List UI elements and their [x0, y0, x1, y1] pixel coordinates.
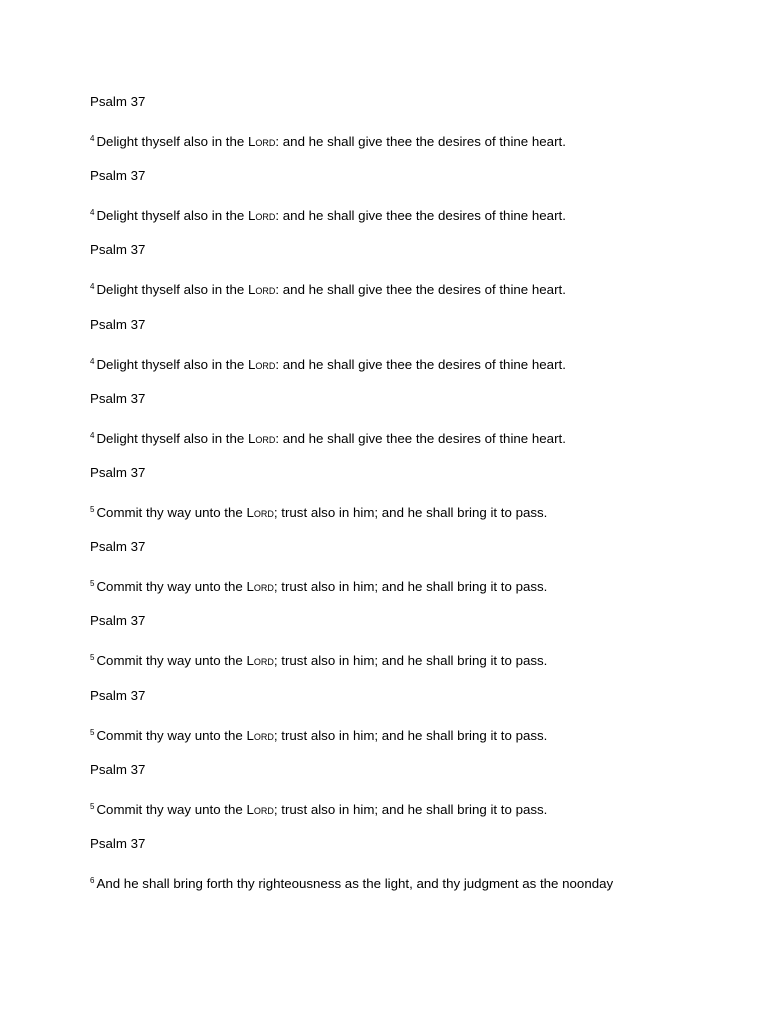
- lord-smallcaps: Lord: [246, 505, 274, 521]
- lord-smallcaps: Lord: [246, 653, 274, 669]
- verse-line: [90, 353, 710, 371]
- psalm-heading: Psalm 37: [90, 464, 146, 480]
- psalm-heading: Psalm 37: [90, 168, 146, 184]
- verse-line: [90, 204, 710, 222]
- verse-text: ; trust also in him; and he shall bring it to pass.: [273, 727, 548, 743]
- psalm-heading: Psalm 37: [90, 242, 146, 258]
- verse-text: Commit thy way unto the: [96, 801, 247, 817]
- verse-number: 4: [90, 356, 95, 366]
- verse-text: : and he shall give thee the desires of thine heart.: [275, 430, 566, 446]
- verse-text: : and he shall give thee the desires of thine heart.: [275, 134, 566, 150]
- verse-text: And he shall bring forth thy righteousness as the light, and thy judgment as the noonday: [96, 875, 614, 891]
- verse-line: [90, 798, 710, 816]
- verse-line: [90, 501, 710, 519]
- psalm-heading: Psalm 37: [90, 539, 146, 555]
- psalm-heading: Psalm 37: [90, 613, 146, 629]
- verse-text: ; trust also in him; and he shall bring it to pass.: [273, 505, 548, 521]
- psalm-heading: Psalm 37: [90, 835, 146, 851]
- verse-text: Delight thyself also in the: [96, 208, 248, 224]
- lord-smallcaps: Lord: [247, 134, 276, 150]
- verse-text: Delight thyself also in the: [96, 356, 248, 372]
- verse-text: Commit thy way unto the: [96, 505, 247, 521]
- lord-smallcaps: Lord: [247, 356, 276, 372]
- lord-smallcaps: Lord: [246, 727, 274, 743]
- verse-line: [90, 872, 710, 890]
- psalm-heading: Psalm 37: [90, 94, 146, 109]
- verse-text: : and he shall give thee the desires of thine heart.: [275, 356, 566, 372]
- verse-line: [90, 130, 710, 148]
- verse-number: 5: [90, 801, 95, 811]
- verse-text: Commit thy way unto the: [96, 579, 247, 595]
- lord-smallcaps: Lord: [247, 430, 276, 446]
- verse-line: [90, 724, 710, 742]
- verse-line: [90, 575, 710, 593]
- verse-number: 5: [90, 653, 95, 663]
- lord-smallcaps: Lord: [246, 801, 274, 817]
- lord-smallcaps: Lord: [246, 579, 274, 595]
- verse-line: [90, 649, 710, 667]
- verse-line: [90, 278, 710, 296]
- verse-number: 6: [90, 875, 95, 885]
- verse-text: Commit thy way unto the: [96, 653, 247, 669]
- verse-number: 4: [90, 282, 95, 292]
- psalm-heading: Psalm 37: [90, 687, 146, 703]
- verse-number: 4: [90, 134, 95, 144]
- verse-text: Delight thyself also in the: [96, 134, 248, 150]
- verse-text: : and he shall give thee the desires of thine heart.: [275, 208, 566, 224]
- verse-text: : and he shall give thee the desires of thine heart.: [275, 282, 566, 298]
- verse-number: 5: [90, 505, 95, 515]
- verse-text: Delight thyself also in the: [96, 430, 248, 446]
- verse-text: ; trust also in him; and he shall bring it to pass.: [273, 653, 548, 669]
- lord-smallcaps: Lord: [247, 208, 276, 224]
- verse-number: 4: [90, 430, 95, 440]
- verse-number: 4: [90, 208, 95, 218]
- psalm-heading: Psalm 37: [90, 761, 146, 777]
- verse-number: 5: [90, 579, 95, 589]
- psalm-heading: Psalm 37: [90, 316, 146, 332]
- lord-smallcaps: Lord: [247, 282, 276, 298]
- verse-text: Delight thyself also in the: [96, 282, 248, 298]
- verse-number: 5: [90, 727, 95, 737]
- verse-text: Commit thy way unto the: [96, 727, 247, 743]
- verse-text: ; trust also in him; and he shall bring it to pass.: [273, 579, 548, 595]
- verse-text: ; trust also in him; and he shall bring it to pass.: [273, 801, 548, 817]
- psalm-heading: Psalm 37: [90, 390, 146, 406]
- document-body: [90, 93, 710, 909]
- verse-line: [90, 427, 710, 445]
